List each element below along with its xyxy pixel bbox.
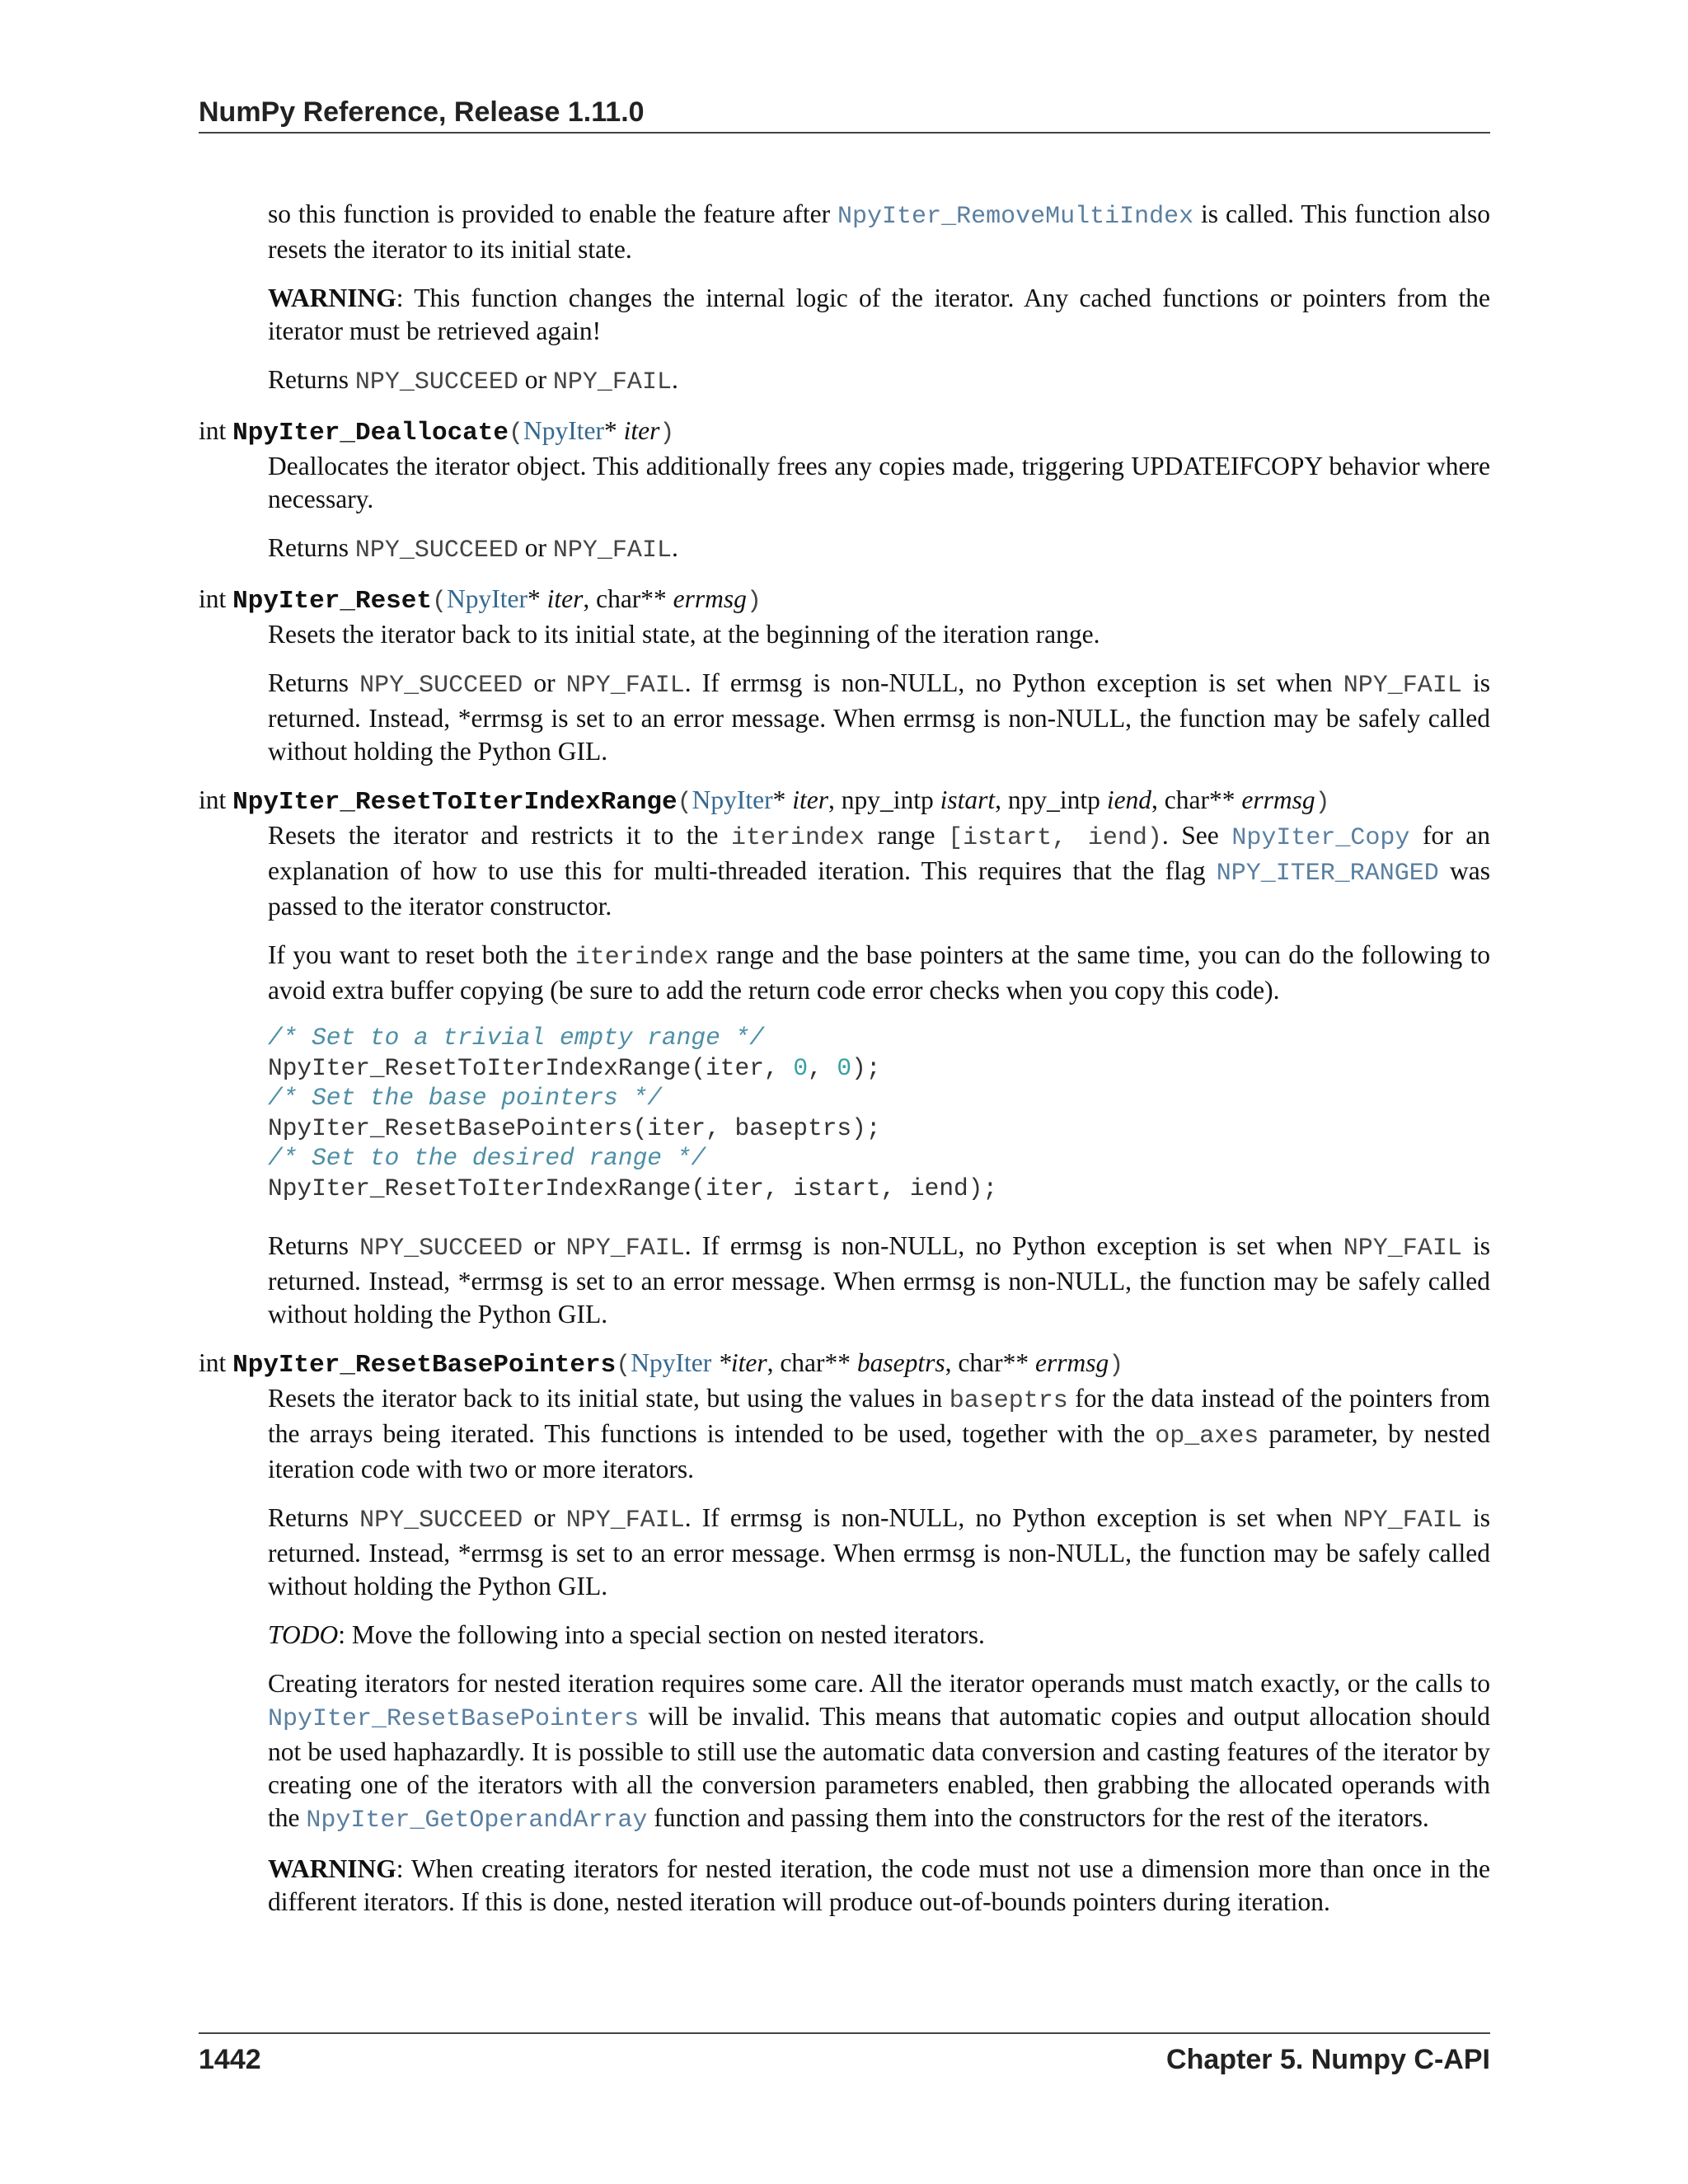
description-text — [268, 939, 1490, 1007]
code-number: 0 — [793, 1053, 809, 1082]
text: or — [523, 1503, 566, 1532]
text: or — [523, 1231, 566, 1260]
text: parameter, by nested iteration code with two or more iterators. — [268, 1419, 1490, 1483]
code-comment: /* Set to the desired range */ — [268, 1144, 706, 1172]
code-baseptrs: baseptrs — [949, 1387, 1068, 1415]
code-iterindex: iterindex — [574, 944, 709, 972]
function-name: NpyIter_Reset — [232, 587, 432, 616]
text: * — [527, 584, 547, 613]
return-type: int — [199, 785, 233, 814]
code-npy-succeed: NPY_SUCCEED — [359, 672, 523, 700]
function-description — [268, 1230, 1490, 1331]
page-body — [199, 198, 1490, 1934]
text: , char** — [583, 584, 673, 613]
text: Returns — [268, 1231, 360, 1260]
code-npy-fail: NPY_FAIL — [565, 1507, 685, 1535]
code-line: , — [808, 1053, 837, 1082]
text: so this function is provided to enable the feature after — [268, 199, 838, 228]
text: Returns — [268, 1503, 360, 1532]
nested-iteration-paragraph — [268, 1667, 1490, 1837]
text: or — [523, 668, 566, 697]
function-entry-deallocate — [199, 415, 1490, 567]
code-number: 0 — [837, 1053, 852, 1082]
intro-section — [268, 198, 1490, 399]
text: will be invalid. This means that automatic copies and output allocation should not be used haphazardly. It is possible to still use the automatic data conversion and casting features of the iterator by creating one of the iterators with all the conversion parameters enabled, then grabbing the allocated operands with the — [268, 1702, 1490, 1832]
text: . If errmsg is non-NULL, no Python exception is set when — [684, 1503, 1343, 1532]
function-entry-reset-base-pointers — [199, 1347, 1490, 1919]
text: or — [518, 365, 553, 394]
type-link-npyiter[interactable]: NpyIter — [631, 1348, 712, 1377]
warning-label: WARNING — [268, 284, 396, 312]
returns-paragraph — [268, 532, 1490, 567]
return-type: int — [199, 1348, 233, 1377]
code-iterindex: iterindex — [730, 824, 865, 852]
warning-paragraph — [268, 1853, 1490, 1919]
code-npy-succeed: NPY_SUCCEED — [354, 368, 518, 396]
type-link-npyiter[interactable]: NpyIter — [692, 785, 773, 814]
param-name: baseptrs — [856, 1348, 945, 1377]
function-description — [268, 819, 1490, 1007]
function-description — [268, 618, 1490, 768]
type-link-npyiter[interactable]: NpyIter — [447, 584, 528, 613]
todo-label: TODO — [268, 1620, 339, 1649]
text: , char** — [945, 1348, 1035, 1377]
paren: ( — [509, 419, 524, 448]
function-entry-reset-to-iter-index-range — [199, 784, 1490, 1331]
code-line: ); — [851, 1053, 881, 1082]
description-text — [268, 1382, 1490, 1486]
link-remove-multi-index[interactable]: NpyIter_RemoveMultiIndex — [837, 203, 1194, 231]
text: . See — [1161, 821, 1232, 850]
text: Returns — [268, 668, 360, 697]
todo-paragraph — [268, 1619, 1490, 1652]
text: . If errmsg is non-NULL, no Python exception is set when — [684, 1231, 1343, 1260]
return-type: int — [199, 416, 233, 445]
param-name: errmsg — [1241, 785, 1315, 814]
code-line: NpyIter_ResetToIterIndexRange(iter, — [268, 1053, 794, 1082]
paren: ) — [659, 419, 675, 448]
text: Returns — [268, 365, 355, 394]
code-npy-fail: NPY_FAIL — [1343, 1507, 1462, 1535]
paren: ( — [431, 588, 447, 616]
chapter-title: Chapter 5. Numpy C-API — [1166, 2044, 1490, 2075]
page-number: 1442 — [199, 2044, 261, 2075]
function-signature — [199, 415, 1490, 450]
link-npyiter-copy[interactable]: NpyIter_Copy — [1231, 824, 1410, 852]
function-description — [268, 450, 1490, 567]
text: range — [864, 821, 949, 850]
text: was passed to the iterator constructor. — [268, 856, 1490, 921]
text: Resets the iterator and restricts it to the — [268, 821, 731, 850]
param-name: iter — [546, 584, 584, 613]
code-npy-fail: NPY_FAIL — [565, 1235, 685, 1263]
returns-paragraph — [268, 667, 1490, 768]
text: * — [772, 785, 793, 814]
code-op-axes: op_axes — [1155, 1422, 1259, 1451]
code-npy-fail: NPY_FAIL — [552, 368, 672, 396]
text: : When creating iterators for nested iteration, the code must not use a dimension more than once in the different iterators. If this is done, nested iteration will produce out-of-bounds pointers during iteration. — [268, 1854, 1490, 1916]
function-signature — [199, 583, 1490, 618]
running-header — [199, 92, 1490, 134]
text: , npy_intp — [828, 785, 940, 814]
text: , npy_intp — [995, 785, 1107, 814]
text: : This function changes the internal logic of the iterator. Any cached functions or pointers from the iterator must be retrieved again! — [268, 284, 1490, 345]
code-npy-succeed: NPY_SUCCEED — [359, 1235, 523, 1263]
param-name: *iter — [711, 1348, 767, 1377]
function-signature — [199, 784, 1490, 819]
code-comment: /* Set the base pointers */ — [268, 1084, 662, 1112]
paren: ( — [677, 789, 692, 817]
function-signature — [199, 1347, 1490, 1382]
link-get-operand-array[interactable]: NpyIter_GetOperandArray — [306, 1807, 648, 1835]
param-name: iter — [792, 785, 828, 814]
paren: ) — [1315, 789, 1330, 817]
code-npy-succeed: NPY_SUCCEED — [359, 1507, 523, 1535]
paren: ( — [616, 1352, 631, 1380]
code-npy-fail: NPY_FAIL — [552, 537, 672, 565]
code-npy-fail: NPY_FAIL — [1343, 1235, 1462, 1263]
paren: ) — [1109, 1352, 1124, 1380]
warning-label: WARNING — [268, 1854, 396, 1883]
returns-paragraph — [268, 363, 1490, 399]
text: function and passing them into the constructors for the rest of the iterators. — [647, 1803, 1429, 1832]
code-comment: /* Set to a trivial empty range */ — [268, 1024, 764, 1052]
text: : Move the following into a special section on nested iterators. — [338, 1620, 985, 1649]
param-name: errmsg — [673, 584, 747, 613]
text: , char** — [767, 1348, 857, 1377]
param-name: istart — [940, 785, 996, 814]
text: Resets the iterator back to its initial state, but using the values in — [268, 1384, 950, 1413]
text: is returned. Instead, *errmsg is set to an error message. When errmsg is non-NULL, the function may be safely called without holding the Python GIL. — [268, 1503, 1490, 1601]
text: . — [671, 533, 678, 562]
paren: ) — [746, 588, 762, 616]
text: , char** — [1151, 785, 1242, 814]
text: range and the base pointers at the same time, you can do the following to avoid extra buffer copying (be sure to add the return code error checks when you copy this code). — [268, 940, 1490, 1005]
code-npy-fail: NPY_FAIL — [1343, 672, 1462, 700]
function-name: NpyIter_ResetBasePointers — [232, 1351, 617, 1380]
text: Creating iterators for nested iteration requires some care. All the iterator operands must match exactly, or the calls to — [268, 1669, 1490, 1698]
text: is returned. Instead, *errmsg is set to an error message. When errmsg is non-NULL, the function may be safely called without holding the Python GIL. — [268, 1231, 1490, 1329]
code-npy-succeed: NPY_SUCCEED — [354, 537, 518, 565]
function-name: NpyIter_Deallocate — [232, 419, 509, 448]
type-link-npyiter[interactable]: NpyIter — [523, 416, 604, 445]
text: . If errmsg is non-NULL, no Python exception is set when — [684, 668, 1343, 697]
param-name: iend — [1106, 785, 1152, 814]
link-npy-iter-ranged[interactable]: NPY_ITER_RANGED — [1216, 860, 1439, 888]
text: or — [518, 533, 553, 562]
text: for an explanation of how to use this for multi-threaded iteration. This requires that the flag — [268, 821, 1491, 885]
description-text: Deallocates the iterator object. This additionally frees any copies made, triggering UPDATEIFCOPY behavior where necessary. — [268, 452, 1490, 513]
text: If you want to reset both the — [268, 940, 575, 969]
code-line: NpyIter_ResetToIterIndexRange(iter, istart, iend); — [268, 1174, 998, 1202]
warning-paragraph — [268, 282, 1490, 348]
running-footer — [199, 2032, 1490, 2085]
function-name: NpyIter_ResetToIterIndexRange — [232, 788, 678, 817]
text: Returns — [268, 533, 355, 562]
description-text: Resets the iterator back to its initial state, at the beginning of the iteration range. — [268, 620, 1100, 649]
text: is called. This function also resets the iterator to its initial state. — [268, 199, 1490, 264]
text: for the data instead of the pointers from the arrays being iterated. This functions is intended to be used, together with the — [268, 1384, 1490, 1448]
returns-paragraph — [268, 1230, 1490, 1331]
link-reset-base-pointers[interactable]: NpyIter_ResetBasePointers — [268, 1705, 640, 1733]
description-text — [268, 819, 1490, 923]
param-name: iter — [623, 416, 660, 445]
text: . — [671, 365, 678, 394]
intro-paragraph — [268, 198, 1490, 266]
code-block — [268, 1023, 1490, 1203]
code-range: [istart, iend) — [948, 824, 1162, 852]
code-line: NpyIter_ResetBasePointers(iter, baseptrs); — [268, 1113, 881, 1142]
function-description — [268, 1382, 1490, 1919]
return-type: int — [199, 584, 233, 613]
param-name: errmsg — [1035, 1348, 1109, 1377]
returns-paragraph — [268, 1502, 1490, 1603]
text: is returned. Instead, *errmsg is set to an error message. When errmsg is non-NULL, the function may be safely called without holding the Python GIL. — [268, 668, 1490, 766]
text: * — [603, 416, 624, 445]
header-title: NumPy Reference, Release 1.11.0 — [199, 96, 645, 128]
function-entry-reset — [199, 583, 1490, 768]
code-npy-fail: NPY_FAIL — [565, 672, 685, 700]
